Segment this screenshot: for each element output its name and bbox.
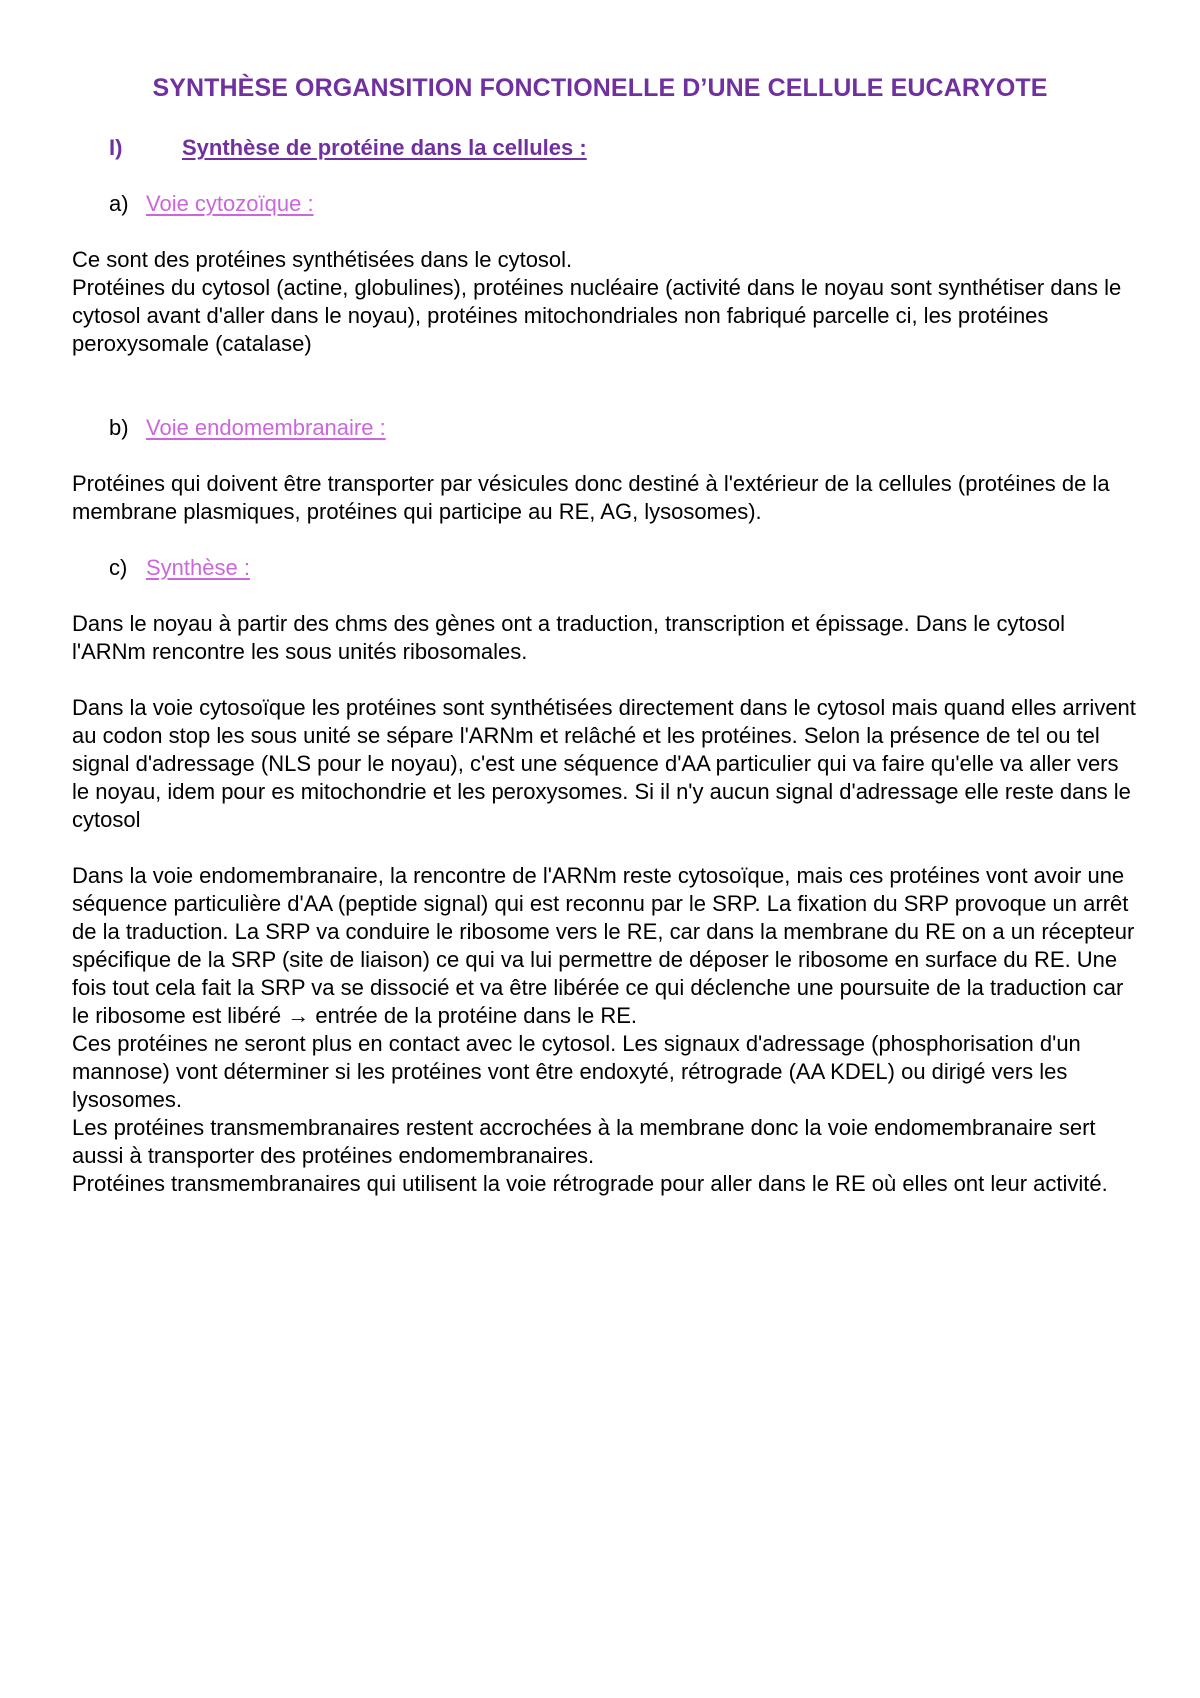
subheading-a-letter: a) [109,191,129,216]
paragraph-c-3 [72,862,1138,1198]
paragraph-c-3-conclusion: entrée de la protéine dans le RE. [315,1003,638,1028]
subheading-b-letter: b) [109,415,129,440]
paragraph-a-line-2: Protéines du cytosol (actine, globulines), protéines nucléaire (activité dans le noyau sont synthétiser dans le cytosol avant d'aller dans le noyau), protéines mitochondriales non fabriqué parcelle ci, les protéines peroxysomale (catalase) [72,275,1122,356]
subheading-a-title: Voie cytozoïque : [146,191,314,216]
subheading-b [109,414,386,442]
subheading-a [109,190,314,218]
subheading-c [109,554,250,582]
document-title: SYNTHÈSE ORGANSITION FONCTIONELLE D’UNE CELLULE EUCARYOTE [152,74,1048,102]
paragraph-c-1 [72,610,1138,666]
paragraph-c-3-line-2: Les protéines transmembranaires restent accrochées à la membrane donc la voie endomembranaire sert aussi à transporter des protéines endomembranaires. [72,1115,1096,1168]
right-arrow-icon: → [287,1003,310,1028]
paragraph-c-3-line-3: Protéines transmembranaires qui utilisent la voie rétrograde pour aller dans le RE où elles ont leur activité. [72,1171,1108,1196]
paragraph-c-2-text: Dans la voie cytosoïque les protéines sont synthétisées directement dans le cytosol mais quand elles arrivent au codon stop les sous unité se sépare l'ARNm et relâché et les protéines. Selon la présence de tel ou tel signal d'adressage (NLS pour le noyau), c'est une séquence d'AA particulier qui va faire qu'elle va aller vers le noyau, idem pour es mitochondrie et les peroxysomes. Si il n'y aucun signal d'adressage elle reste dans le cytosol [72,695,1136,832]
subheading-c-title: Synthèse : [146,555,250,580]
paragraph-a-line-1: Ce sont des protéines synthétisées dans le cytosol. [72,247,573,272]
section-number: I) [109,135,123,160]
subheading-c-letter: c) [109,555,128,580]
paragraph-c-3-text: Dans la voie endomembranaire, la rencontre de l'ARNm reste cytosoïque, mais ces protéines vont avoir une séquence particulière d'AA (peptide signal) qui est reconnu par le SRP. La fixation du SRP provoque un arrêt de la traduction. La SRP va conduire le ribosome vers le RE, car dans la membrane du RE on a un récepteur spécifique de la SRP (site de liaison) ce qui va lui permettre de déposer le ribosome en surface du RE. Une fois tout cela fait la SRP va se dissocié et va être libérée ce qui déclenche une poursuite de la traduction car le ribosome est libéré [72,863,1135,1028]
paragraph-c-1-text: Dans le noyau à partir des chms des gènes ont a traduction, transcription et épissage. Dans le cytosol l'ARNm rencontre les sous unités ribosomales. [72,611,1065,664]
paragraph-c-3-line-1: Ces protéines ne seront plus en contact avec le cytosol. Les signaux d'adressage (phosphorisation d'un mannose) vont déterminer si les protéines vont être endoxyté, rétrograde (AA KDEL) ou dirigé vers les lysosomes. [72,1031,1081,1112]
paragraph-c-3-main [72,862,1138,1030]
section-heading-1 [109,134,587,162]
paragraph-b-text: Protéines qui doivent être transporter par vésicules donc destiné à l'extérieur de la cellules (protéines de la membrane plasmiques, protéines qui participe au RE, AG, lysosomes). [72,471,1110,524]
subheading-b-title: Voie endomembranaire : [146,415,386,440]
section-title: Synthèse de protéine dans la cellules : [182,135,587,160]
paragraph-a [72,246,1138,358]
paragraph-c-2 [72,694,1138,834]
paragraph-b [72,470,1138,526]
